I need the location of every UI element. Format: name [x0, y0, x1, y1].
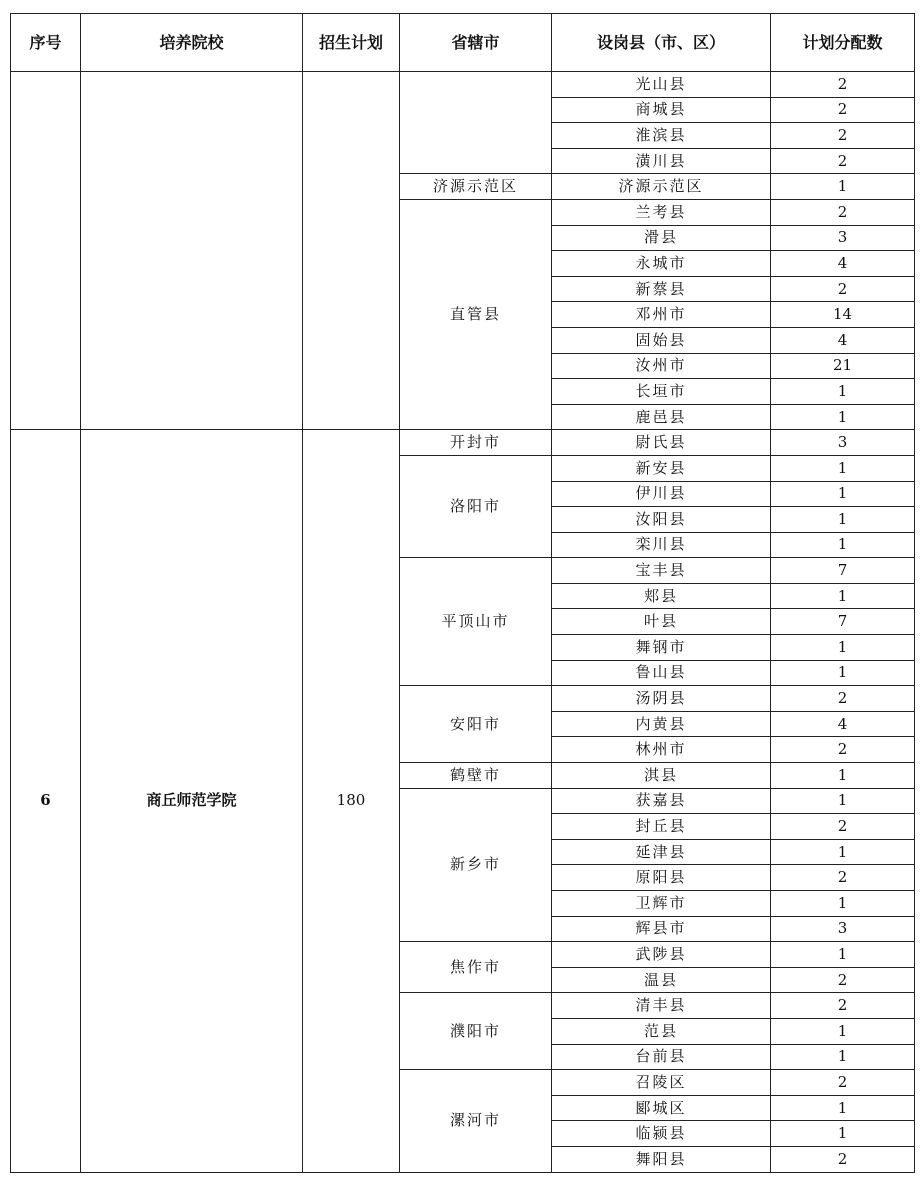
- header-city: 省辖市: [400, 14, 552, 72]
- count-cell: 1: [771, 507, 915, 533]
- city-cell: 鹤壁市: [400, 763, 552, 789]
- county-cell: 获嘉县: [552, 788, 771, 814]
- count-cell: 2: [771, 123, 915, 149]
- county-cell: 叶县: [552, 609, 771, 635]
- county-cell: 温县: [552, 967, 771, 993]
- header-count: 计划分配数: [771, 14, 915, 72]
- table-row: [11, 72, 915, 98]
- count-cell: 1: [771, 788, 915, 814]
- county-cell: 光山县: [552, 72, 771, 98]
- county-cell: 鹿邑县: [552, 404, 771, 430]
- count-cell: 1: [771, 174, 915, 200]
- county-cell: 淮滨县: [552, 123, 771, 149]
- header-no: 序号: [11, 14, 81, 72]
- county-cell: 兰考县: [552, 199, 771, 225]
- county-cell: 固始县: [552, 327, 771, 353]
- county-cell: 伊川县: [552, 481, 771, 507]
- county-cell: 宝丰县: [552, 558, 771, 584]
- count-cell: 1: [771, 532, 915, 558]
- count-cell: 2: [771, 737, 915, 763]
- city-cell: 平顶山市: [400, 558, 552, 686]
- county-cell: 汝阳县: [552, 507, 771, 533]
- county-cell: 清丰县: [552, 993, 771, 1019]
- header-school: 培养院校: [81, 14, 303, 72]
- plan-cell-prev: [303, 72, 400, 430]
- count-cell: 3: [771, 225, 915, 251]
- county-cell: 汤阴县: [552, 686, 771, 712]
- city-cell: 漯河市: [400, 1070, 552, 1172]
- county-cell: 舞阳县: [552, 1146, 771, 1172]
- city-cell: 濮阳市: [400, 993, 552, 1070]
- count-cell: 1: [771, 635, 915, 661]
- count-cell: 2: [771, 967, 915, 993]
- count-cell: 1: [771, 891, 915, 917]
- county-cell: 永城市: [552, 251, 771, 277]
- count-cell: 4: [771, 327, 915, 353]
- count-cell: 2: [771, 276, 915, 302]
- county-cell: 封丘县: [552, 814, 771, 840]
- county-cell: 潢川县: [552, 148, 771, 174]
- count-cell: 2: [771, 72, 915, 98]
- plan-cell: 180: [303, 430, 400, 1172]
- city-cell-prev: [400, 72, 552, 174]
- city-cell: 焦作市: [400, 942, 552, 993]
- county-cell: 济源示范区: [552, 174, 771, 200]
- city-cell: 直管县: [400, 199, 552, 429]
- county-cell: 鲁山县: [552, 660, 771, 686]
- county-cell: 滑县: [552, 225, 771, 251]
- count-cell: 1: [771, 455, 915, 481]
- allocation-table: [10, 13, 915, 1173]
- county-cell: 长垣市: [552, 379, 771, 405]
- county-cell: 商城县: [552, 97, 771, 123]
- count-cell: 2: [771, 814, 915, 840]
- table-row: [11, 430, 915, 456]
- count-cell: 2: [771, 199, 915, 225]
- count-cell: 1: [771, 1121, 915, 1147]
- count-cell: 21: [771, 353, 915, 379]
- county-cell: 邓州市: [552, 302, 771, 328]
- county-cell: 郾城区: [552, 1095, 771, 1121]
- count-cell: 3: [771, 916, 915, 942]
- count-cell: 1: [771, 839, 915, 865]
- count-cell: 4: [771, 711, 915, 737]
- no-cell-prev: [11, 72, 81, 430]
- city-cell: 新乡市: [400, 788, 552, 942]
- county-cell: 郏县: [552, 583, 771, 609]
- header-plan: 招生计划: [303, 14, 400, 72]
- count-cell: 1: [771, 1018, 915, 1044]
- count-cell: 2: [771, 1146, 915, 1172]
- count-cell: 1: [771, 1095, 915, 1121]
- county-cell: 临颍县: [552, 1121, 771, 1147]
- no-cell: 6: [11, 430, 81, 1172]
- city-cell: 洛阳市: [400, 455, 552, 557]
- count-cell: 2: [771, 686, 915, 712]
- count-cell: 1: [771, 379, 915, 405]
- county-cell: 林州市: [552, 737, 771, 763]
- county-cell: 召陵区: [552, 1070, 771, 1096]
- header-row: [11, 14, 915, 72]
- county-cell: 范县: [552, 1018, 771, 1044]
- city-cell: 安阳市: [400, 686, 552, 763]
- county-cell: 淇县: [552, 763, 771, 789]
- county-cell: 卫辉市: [552, 891, 771, 917]
- count-cell: 2: [771, 865, 915, 891]
- count-cell: 4: [771, 251, 915, 277]
- count-cell: 2: [771, 1070, 915, 1096]
- count-cell: 1: [771, 583, 915, 609]
- county-cell: 延津县: [552, 839, 771, 865]
- county-cell: 武陟县: [552, 942, 771, 968]
- county-cell: 栾川县: [552, 532, 771, 558]
- school-cell: 商丘师范学院: [81, 430, 303, 1172]
- count-cell: 7: [771, 558, 915, 584]
- county-cell: 舞钢市: [552, 635, 771, 661]
- county-cell: 辉县市: [552, 916, 771, 942]
- county-cell: 尉氏县: [552, 430, 771, 456]
- count-cell: 7: [771, 609, 915, 635]
- count-cell: 3: [771, 430, 915, 456]
- city-cell: 开封市: [400, 430, 552, 456]
- count-cell: 2: [771, 993, 915, 1019]
- header-county: 设岗县（市、区）: [552, 14, 771, 72]
- count-cell: 1: [771, 660, 915, 686]
- count-cell: 1: [771, 481, 915, 507]
- count-cell: 14: [771, 302, 915, 328]
- county-cell: 台前县: [552, 1044, 771, 1070]
- school-cell-prev: [81, 72, 303, 430]
- count-cell: 2: [771, 97, 915, 123]
- count-cell: 2: [771, 148, 915, 174]
- county-cell: 内黄县: [552, 711, 771, 737]
- county-cell: 原阳县: [552, 865, 771, 891]
- city-cell: 济源示范区: [400, 174, 552, 200]
- count-cell: 1: [771, 404, 915, 430]
- county-cell: 新蔡县: [552, 276, 771, 302]
- county-cell: 汝州市: [552, 353, 771, 379]
- county-cell: 新安县: [552, 455, 771, 481]
- count-cell: 1: [771, 1044, 915, 1070]
- count-cell: 1: [771, 763, 915, 789]
- count-cell: 1: [771, 942, 915, 968]
